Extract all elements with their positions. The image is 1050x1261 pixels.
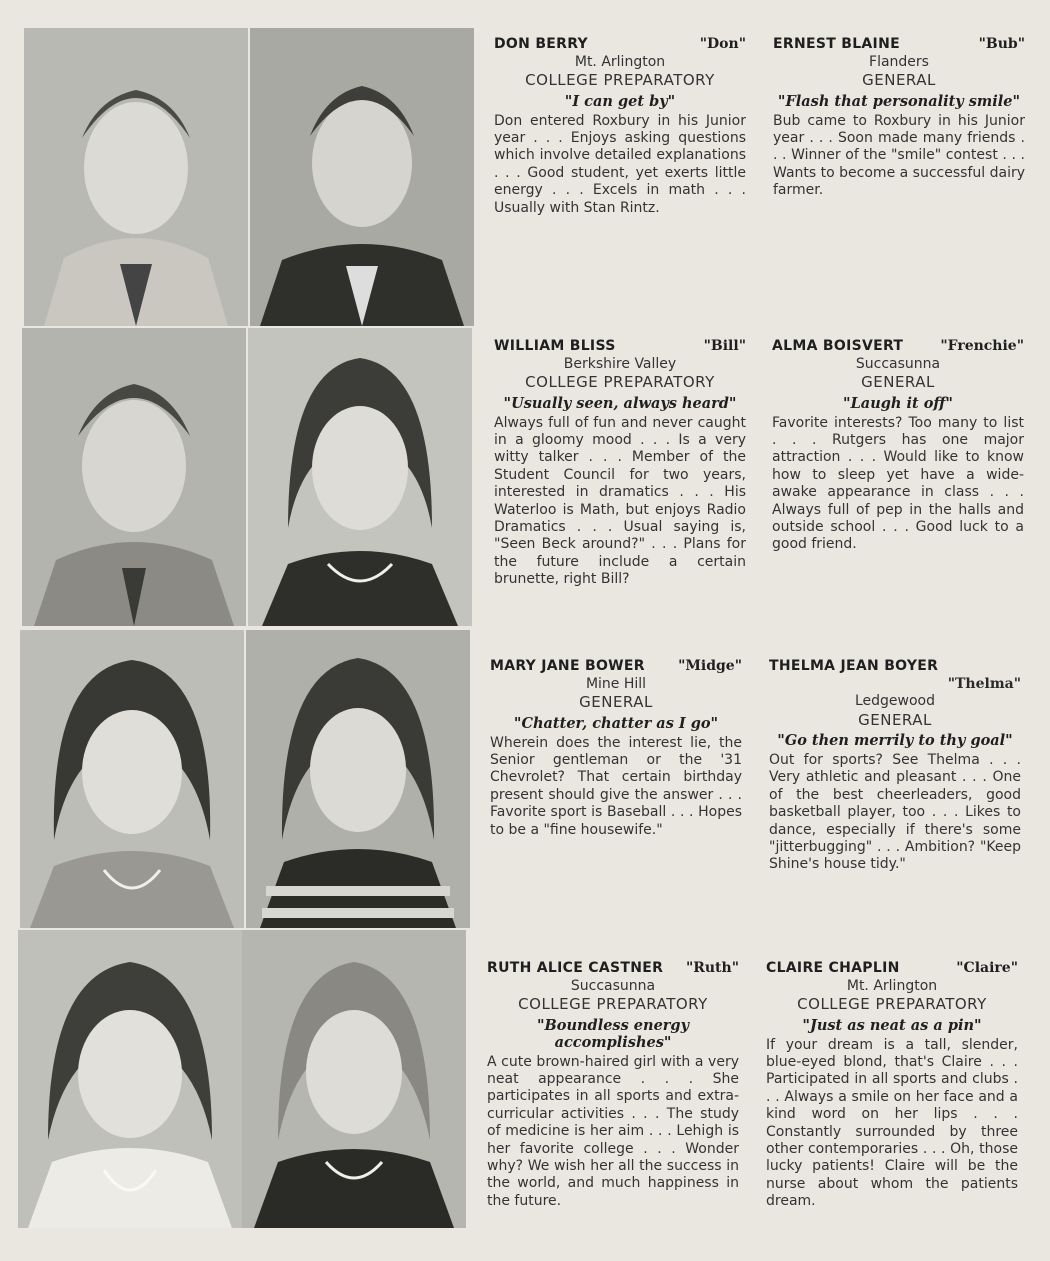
entry-ruth-alice-castner (487, 960, 739, 1210)
portrait-ernest-blaine (250, 28, 474, 326)
student-town: Succasunna (855, 355, 941, 372)
student-course: COLLEGE PREPARATORY (525, 71, 715, 89)
student-course: COLLEGE PREPARATORY (797, 995, 987, 1013)
photo-row (18, 28, 476, 326)
entry-header (772, 338, 1024, 356)
student-nickname: "Midge" (678, 658, 742, 674)
student-course: GENERAL (579, 693, 653, 711)
student-name: RUTH ALICE CASTNER (487, 960, 664, 976)
entry-ernest-blaine (773, 36, 1025, 200)
student-bio: Bub came to Roxbury in his Junior year . . . Soon made many friends . . . Winner of the "smile" contest . . . Wants to become a successful dairy farmer. (773, 112, 1025, 199)
portrait-alma-boisvert (248, 328, 472, 626)
student-nickname: "Bub" (978, 36, 1025, 52)
entry-header (769, 658, 1021, 676)
student-motto: "Laugh it off" (843, 394, 953, 412)
student-town: Mt. Arlington (846, 977, 938, 994)
student-course: GENERAL (858, 710, 932, 729)
portrait-don-berry (24, 28, 248, 326)
entry-claire-chaplin (766, 960, 1018, 1211)
student-bio: If your dream is a tall, slender, blue-eyed blond, that's Claire . . . Participated in all sports and clubs . . . Always a smile on her face and a kind word on her lips . . . Constantly surrounded by three other contemporaries . . . Oh, those lucky patients! Claire will be the nurse about whom the patients dream. (766, 1036, 1018, 1210)
photo-row (18, 328, 476, 626)
student-town: Berkshire Valley (563, 355, 677, 372)
student-course: COLLEGE PREPARATORY (525, 373, 715, 391)
student-nickname: "Don" (699, 36, 746, 52)
student-bio: Always full of fun and never caught in a gloomy mood . . . Is a very witty talker . . . Member of the Student Council for two years, interested in dramatics . . . His Waterloo is Math, but enjoys Radio Dramatics . . . Usual saying is, "Seen Beck around?" . . . Plans for the future include a certain brunette, right Bill? (494, 414, 746, 588)
student-name: MARY JANE BOWER (490, 658, 645, 674)
entry-alma-boisvert (772, 338, 1024, 554)
photo-row (18, 930, 476, 1228)
portrait-ruth-alice-castner (18, 930, 242, 1228)
student-motto: "Just as neat as a pin" (802, 1016, 982, 1034)
student-motto: "Chatter, chatter as I go" (513, 714, 719, 732)
student-town: Succasunna (570, 977, 656, 994)
student-bio: Don entered Roxbury in his Junior year . . . Enjoys asking questions which involve detailed explanations . . . Good student, yet exerts little energy . . . Excels in math . . . Usually with Stan Rintz. (494, 112, 746, 216)
student-motto: "Boundless energy accomplishes" (536, 1016, 689, 1051)
student-course: COLLEGE PREPARATORY (518, 995, 708, 1013)
portrait-thelma-jean-boyer (246, 630, 470, 928)
entry-thelma-jean-boyer (769, 658, 1021, 874)
student-name: ERNEST BLAINE (773, 36, 900, 52)
student-name: WILLIAM BLISS (494, 338, 616, 354)
student-nickname: "Claire" (956, 960, 1018, 976)
entry-william-bliss (494, 338, 746, 589)
student-name: CLAIRE CHAPLIN (766, 960, 900, 976)
student-town: Mt. Arlington (574, 53, 666, 70)
student-nickname: "Bill" (703, 338, 746, 354)
student-name: ALMA BOISVERT (772, 338, 904, 354)
entry-mary-jane-bower (490, 658, 742, 839)
portrait-william-bliss (22, 328, 246, 626)
photo-row (18, 630, 476, 928)
entry-header (487, 960, 739, 978)
entry-header (773, 36, 1025, 54)
entry-don-berry (494, 36, 746, 217)
entry-header (766, 960, 1018, 978)
student-bio: Out for sports? See Thelma . . . Very athletic and pleasant . . . One of the best cheerleaders, good basketball player, too . . . Likes to dance, especially if there's some "jitterbugging" . . . Ambition? "Keep Shine's house tidy." (769, 752, 1021, 873)
student-nickname: "Ruth" (685, 960, 739, 976)
student-nickname: "Thelma" (947, 675, 1021, 692)
entry-header (490, 658, 742, 676)
student-nickname: "Frenchie" (940, 338, 1024, 354)
student-name: DON BERRY (494, 36, 588, 52)
portrait-claire-chaplin (242, 930, 466, 1228)
student-motto: "Flash that personality smile" (777, 92, 1021, 110)
student-course: GENERAL (861, 373, 935, 391)
student-course: GENERAL (862, 71, 936, 89)
student-motto: "Go then merrily to thy goal" (777, 732, 1013, 749)
student-motto: "Usually seen, always heard" (503, 394, 737, 412)
student-motto: "I can get by" (564, 92, 676, 110)
student-bio: A cute brown-haired girl with a very neat appearance . . . She participates in all sports and extra-curricular activities . . . The study of medicine is her aim . . . Lehigh is her favorite college . . . Wonder why? We wish her all the success in the world, and much happiness in the future. (487, 1053, 739, 1209)
portrait-mary-jane-bower (20, 630, 244, 928)
student-town: Ledgewood (854, 693, 936, 709)
entry-header (494, 338, 746, 356)
student-bio: Wherein does the interest lie, the Senior gentleman or the '31 Chevrolet? That certain birthday present should give the answer . . . Favorite sport is Baseball . . . Hopes to be a "fine housewife." (490, 734, 742, 838)
student-name: THELMA JEAN BOYER (769, 658, 939, 674)
entry-header (494, 36, 746, 54)
student-town: Flanders (869, 53, 929, 70)
student-town: Mine Hill (585, 675, 647, 692)
student-bio: Favorite interests? Too many to list . . . Rutgers has one major attraction . . . Would like to know how to sleep yet have a wide-awake appearance in class . . . Always full of pep in the halls and outside school . . . Good luck to a good friend. (772, 414, 1024, 553)
